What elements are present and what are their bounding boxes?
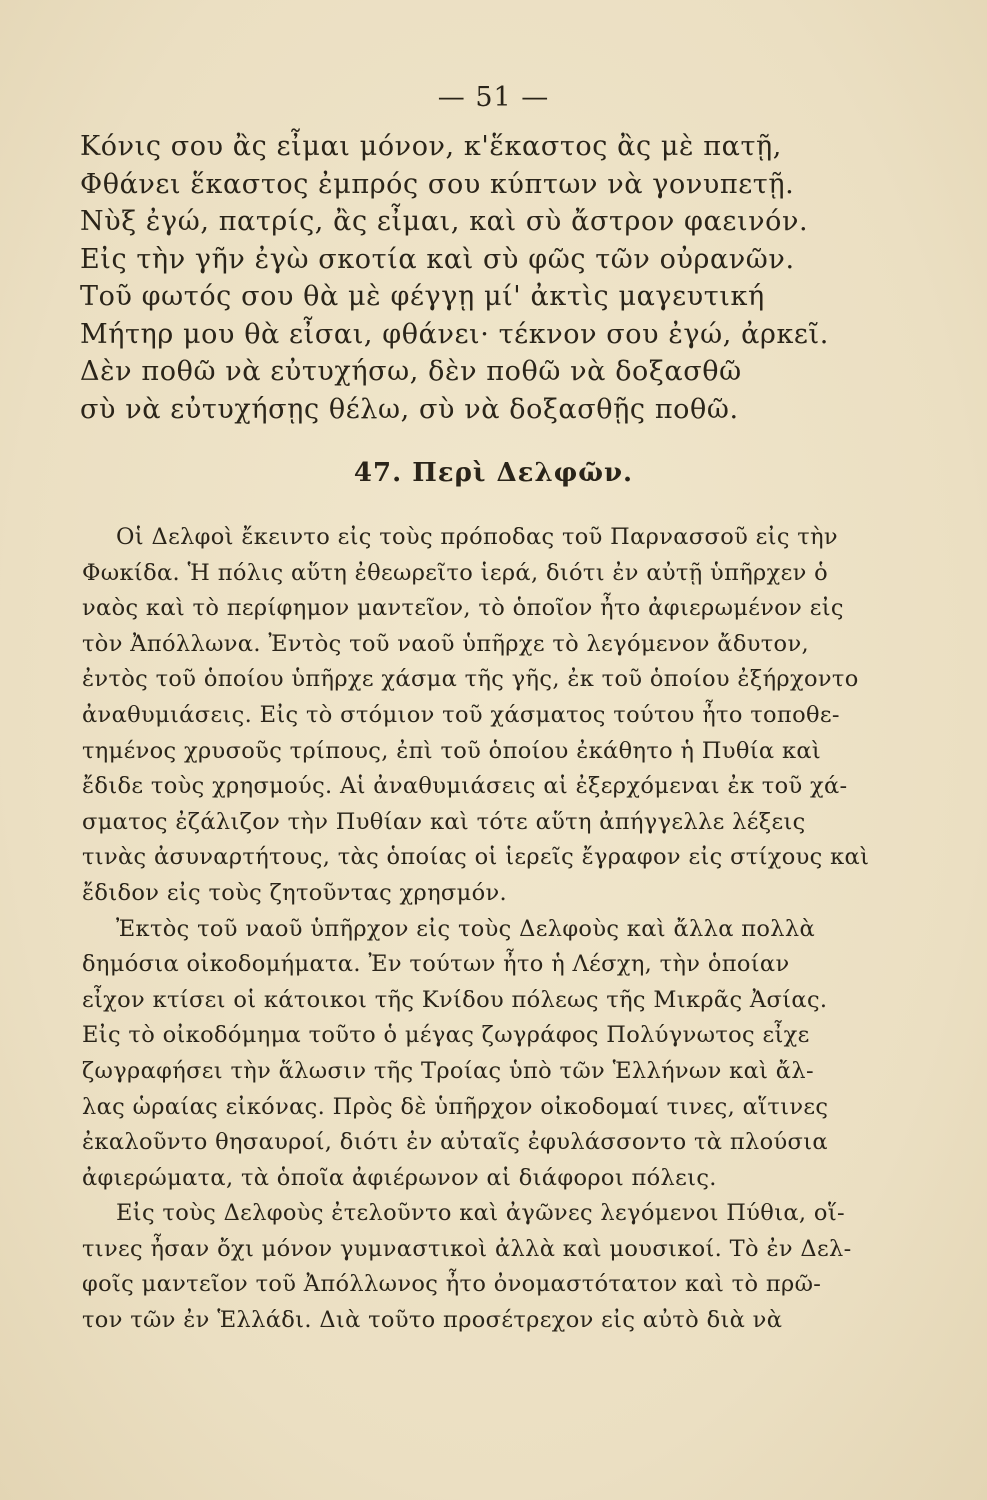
- body-line: Φωκίδα. Ἡ πόλις αὕτη ἐθεωρεῖτο ἱερά, διότι ἐν αὐτῇ ὑπῆρχεν ὁ: [82, 559, 829, 586]
- body-line: σματος ἐζάλιζον τὴν Πυθίαν καὶ τότε αὕτη ἀπήγγελλε λέξεις: [82, 808, 806, 835]
- body-line: λας ὡραίας εἰκόνας. Πρὸς δὲ ὑπῆρχον οἰκοδομαί τινες, αἵτινες: [82, 1093, 829, 1120]
- body-line: τινες ἦσαν ὄχι μόνον γυμναστικοὶ ἀλλὰ καὶ μουσικοί. Τὸ ἐν Δελ-: [82, 1235, 852, 1262]
- section-heading: 47. Περὶ Δελφῶν.: [353, 458, 634, 488]
- body-line: τινὰς ἀσυναρτήτους, τὰς ὁποίας οἱ ἱερεῖς ἔγραφον εἰς στίχους καὶ: [82, 844, 870, 871]
- body-line: ζωγραφήσει τὴν ἅλωσιν τῆς Τροίας ὑπὸ τῶν Ἑλλήνων καὶ ἄλ-: [82, 1057, 814, 1084]
- page-number: — 51 —: [437, 82, 550, 113]
- body-line: ἀναθυμιάσεις. Εἰς τὸ στόμιον τοῦ χάσματος τούτου ἦτο τοποθε-: [82, 701, 840, 728]
- body-line: Εἰς τοὺς Δελφοὺς ἐτελοῦντο καὶ ἀγῶνες λεγόμενοι Πύθια, οἵ-: [116, 1200, 845, 1227]
- body-line: εἶχον κτίσει οἱ κάτοικοι τῆς Κνίδου πόλεως τῆς Μικρᾶς Ἀσίας.: [82, 986, 828, 1013]
- body-line: Οἱ Δελφοὶ ἔκειντο εἰς τοὺς πρόποδας τοῦ Παρνασσοῦ εἰς τὴν: [116, 524, 838, 550]
- body-line: ναὸς καὶ τὸ περίφημον μαντεῖον, τὸ ὁποῖον ἦτο ἀφιερωμένον εἰς: [82, 595, 844, 622]
- body-line: ἐκαλοῦντο θησαυροί, διότι ἐν αὐταῖς ἐφυλάσσοντο τὰ πλούσια: [82, 1129, 828, 1156]
- body-text: [82, 520, 908, 1339]
- body-line: ἔδιδον εἰς τοὺς ζητοῦντας χρησμόν.: [82, 879, 508, 906]
- poem-line: Εἰς τὴν γῆν ἐγὼ σκοτία καὶ σὺ φῶς τῶν οὐρανῶν.: [80, 243, 795, 275]
- poem-line: Κόνις σου ἂς εἶμαι μόνον, κ'ἕκαστος ἂς μὲ πατῇ,: [80, 131, 782, 162]
- body-line: Εἰς τὸ οἰκοδόμημα τοῦτο ὁ μέγας ζωγράφος Πολύγνωτος εἶχε: [82, 1022, 810, 1049]
- body-line: φοῖς μαντεῖον τοῦ Ἀπόλλωνος ἦτο ὀνομαστότατον καὶ τὸ πρῶ-: [82, 1271, 822, 1298]
- poem-line: Νὺξ ἐγώ, πατρίς, ἂς εἶμαι, καὶ σὺ ἄστρον φαεινόν.: [80, 206, 809, 237]
- body-line: ἐντὸς τοῦ ὁποίου ὑπῆρχε χάσμα τῆς γῆς, ἐκ τοῦ ὁποίου ἐξήρχοντο: [82, 666, 859, 693]
- poem-line: Δὲν ποθῶ νὰ εὐτυχήσω, δὲν ποθῶ νὰ δοξασθῶ: [80, 356, 742, 387]
- poem-line: Μήτηρ μου θὰ εἶσαι, φθάνει· τέκνον σου ἐγώ, ἀρκεῖ.: [80, 318, 829, 350]
- body-line: τημένος χρυσοῦς τρίπους, ἐπὶ τοῦ ὁποίου ἐκάθητο ἡ Πυθία καὶ: [82, 737, 822, 764]
- body-line: ἔδιδε τοὺς χρησμούς. Αἱ ἀναθυμιάσεις αἱ ἐξερχόμεναι ἐκ τοῦ χά-: [82, 773, 848, 800]
- body-line: δημόσια οἰκοδομήματα. Ἐν τούτων ἦτο ἡ Λέσχη, τὴν ὁποίαν: [82, 951, 790, 978]
- poem-line: Φθάνει ἕκαστος ἐμπρός σου κύπτων νὰ γονυπετῇ.: [80, 168, 795, 200]
- body-line: Ἐκτὸς τοῦ ναοῦ ὑπῆρχον εἰς τοὺς Δελφοὺς καὶ ἄλλα πολλὰ: [116, 915, 816, 942]
- poem-stanza: [80, 128, 910, 428]
- body-line: τὸν Ἀπόλλωνα. Ἐντὸς τοῦ ναοῦ ὑπῆρχε τὸ λεγόμενον ἄδυτον,: [82, 630, 809, 657]
- poem-line: Τοῦ φωτός σου θὰ μὲ φέγγῃ μί' ἀκτὶς μαγευτική: [80, 281, 765, 312]
- poem-line: σὺ νὰ εὐτυχήσῃς θέλω, σὺ νὰ δοξασθῇς ποθῶ.: [80, 393, 739, 425]
- body-line: ἀφιερώματα, τὰ ὁποῖα ἀφιέρωνον αἱ διάφοροι πόλεις.: [82, 1164, 717, 1191]
- body-line: τον τῶν ἐν Ἑλλάδι. Διὰ τοῦτο προσέτρεχον εἰς αὐτὸ διὰ νὰ: [82, 1307, 783, 1334]
